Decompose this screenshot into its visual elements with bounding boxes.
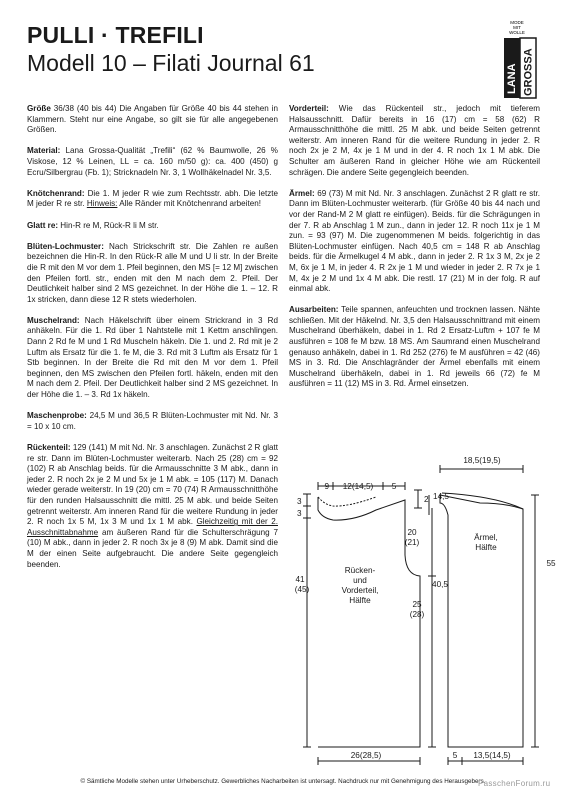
dim-sleeve-bottom: 13,5(14,5) [473,751,511,760]
dim-side-large: (28) [409,610,425,619]
sleeve-cap [442,493,523,509]
dim-front-neck: 3 [297,497,302,506]
section-material: Material: Lana Grossa-Qualität „Trefili“ (62 % Baumwolle, 26 % Viskose, 12 % Leinen, LL = ca. 160 m/50 g): ca. 400 (450) g Ecru/Silbergrau (Fb. 1); Stricknadeln Nr. 3, 1 Wollhäkelnadel Nr. 3,5. [27,146,278,177]
page-title: PULLI · TREFILI [27,22,204,48]
dim-back-neck-drop: 2 [424,495,429,504]
section-lace-pattern: Blüten-Lochmuster: Nach Strickschrift str. Die Zahlen re außen bezeichnen die Hin-R. In den Rück-R alle M und U li str. In der Breite die R mit den M vor dem 1. Pfeil beginnen, den MS [= 12 M] zwischen den Pfeilen fortl. str., enden mit den M nach dem 2. Pfeil. Der Deutlichkeit halber sind 2 MS gezeichnet. In der Höhe die 1. – 12. R 1x stricken, dann diese 12 R stets wiederholen. [27,241,278,304]
sleeve-label-2: Hälfte [475,543,497,552]
section-knot-edge: Knötchenrand: Die 1. M jeder R wie zum Rechtsstr. abh. Die letzte M jeder R re str. Hinweis: Alle Ränder mit Knötchenrand arbeiten! [27,188,278,209]
sleeve-label-1: Ärmel, [474,533,498,542]
section-gauge: Maschenprobe: 24,5 M und 36,5 R Blüten-Lochmuster mit Nd. Nr. 3 = 10 x 10 cm. [27,411,278,431]
dim-armhole: 20 [407,528,417,537]
watermark: PasschenForum.ru [478,779,551,788]
page-subtitle: Modell 10 – Filati Journal 61 [27,50,315,76]
section-front: Vorderteil: Wie das Rückenteil str., jedoch mit tieferem Halsausschnitt. Dafür bereits in 16 (17) cm = 58 (62) R Armausschnitthöhe die mittl. 25 M abk. und beide Seiten getrennt weiterstr. Am inneren Rand für die weitere Rundung in jeder 2. R noch 2x je 2 M, 4x je 1 M und in der 4. R noch 1x 1 M abk. Die Schulter am äußeren Rand in gleicher Höhe wie am Rückenteil schrägen. Die andere Seite gegengleich beenden. [289,104,540,177]
section-size: Größe 36/38 (40 bis 44) Die Angaben für Größe 40 bis 44 stehen in Klammern. Steht nur eine Angabe, so gilt sie für alle angegebenen Größen. [27,104,278,135]
dim-edge: 5 [391,482,397,491]
dim-sleeve-length: 40,5 [432,580,448,589]
dim-sleeve-inset: 5 [452,751,458,760]
logo-tagline-3: WOLLE [509,30,525,35]
body-neck-dashed [318,497,376,506]
dim-total-height-large: (45) [294,585,310,594]
section-shell-edge: Muschelrand: Nach Häkelschrift über einem Strickrand in 3 Rd anhäkeln. Für die 1. Rd über 1 Nahtstelle mit 1 Kettm anschlingen. Dann 2 Rd fe M und 1 Rd Muscheln häkeln. Die 1. und 2. Rd mit je 2 Luftm als Ersatz für die 1. fe M, die 3. Rd mit 3 Luftm als Ersatz für 1 Stb beginnen. In der Breite die Rd mit den M vor dem 1. Pfeil beginnen, den MS zwischen den Pfeilen fortl. häkeln, enden mit den M nach dem 2. Pfeil. Der Deutlichkeit halber sind 2 MS gezeichnet. In der Höhe die 1. – 3. Rd 1x häkeln. [27,315,278,400]
body-label-2: und [353,576,367,585]
body-label-1: Rücken- [344,566,376,575]
dim-shoulder: 12(14,5) [342,482,374,491]
copyright-notice: © Sämtliche Modelle stehen unter Urheberschutz. Gewerbliches Nacharbeiten ist untersagt. Nachdruck nur mit Genehmigung des Herausgebers. [80,778,486,785]
dim-half-width: 26(28,5) [350,751,382,760]
dim-total-height: 41 [295,575,305,584]
logo-brand-left: LANA [506,63,518,94]
logo-tagline-1: MODE [510,20,524,25]
section-sleeve: Ärmel: 69 (73) M mit Nd. Nr. 3 anschlagen. Zunächst 2 R glatt re str. Dann im Blüten-Lochmuster weiterarb. (für Größe 40 bis 44 nach und vor der Rand-M 2 M glatt re einfügen). Beids. für die Schrägungen in der 7. R ab Anschlag 1 M zun., dann in jeder 12. R noch 11x je 1 M zun. = 93 (97) M. Die zugenommenen M beids. folgerichtig in das Blüten-Lochmuster einfügen. Nach 40,5 cm = 148 R ab Anschlag beids. für die Ärmelkugel 4 M abk., dann in jeder 2. R 1x 3 M, 2x je 2 M, 6x je 1 M, in jeder 4. R 2x je 1 M und wieder in jeder 2. R 7x je 1 M, 4x je 2 M und 1x 4 M abk. Die restl. 17 (21) M in der folg. R auf einmal abk. [289,188,540,294]
section-finishing: Ausarbeiten: Teile spannen, anfeuchten und trocknen lassen. Nähte schließen. Mit der Häkelnd. Nr. 3,5 den Halsausschnittrand mit einem Muschelrand überhäkeln, dabei in 1. Rd 2 Ersatz-Luftm + 107 fe M ausführen = 108 fe M bzw. 18 MS. Am Saumrand einen Muschelrand genauso anhäkeln, dabei in 1. Rd 252 (276) fe M ausführen = 42 (46) MS in 3. Rd. Die Anschlagränder der Ärmel ebenfalls mit einem Muschelrand überhäkeln, dabei in 1. Rd jeweils 66 (72) fe M ausführen = 11 (12) MS in 3. Rd. Ärmel einsetzen. [289,305,540,389]
body-outline [318,497,420,747]
dim-sleeve-total: 55 [546,559,556,568]
dim-sleeve-cap: 14,5 [433,492,449,501]
dim-armhole-large: (21) [404,538,420,547]
dim-front-neck-2: 3 [297,509,302,518]
body-label-4: Hälfte [349,596,371,605]
section-stockinette: Glatt re: Hin-R re M, Rück-R li M str. [27,220,159,230]
section-back: Rückenteil: 129 (141) M mit Nd. Nr. 3 anschlagen. Zunächst 2 R glatt re str. Dann im Blüten-Lochmuster weiterarb. Nach 25 (28) cm = 92 (102) R ab Anschlag beids. für die Armausschnitte 3 M abk., dann in jeder 2. R noch 2x je 2 M und 5x je 1 M abk. = 105 (117) M. Danach wieder gerade weiterstr. In 19 (20) cm = 70 (74) R Armausschnitthöhe für den runden Halsausschnitt die mittl. 25 M abk. und beide Seiten getrennt weiterstr. Am inneren Rand für die weitere Rundung in jeder 2. R noch 1x 5 M, 1x 3 M und 1x 1 M abk. Gleichzeitig mit der 2. Ausschnittabnahme am äußeren Rand für die Schulterschrägung 7 (10) M abk., dann in jeder 2. R noch 3x je 8 (9) M abk. Damit sind die M der einen Seite aufgebraucht. Die andere Seite gegengleich beenden. [27,443,278,569]
dim-neck: 9 [324,482,329,491]
logo-brand-right: GROSSA [522,48,535,96]
dim-sleeve-top: 18,5(19,5) [463,456,501,465]
logo-tagline-2: MIT [513,25,521,30]
body-label-3: Vorderteil, [341,586,379,595]
dim-side: 25 [412,600,422,609]
